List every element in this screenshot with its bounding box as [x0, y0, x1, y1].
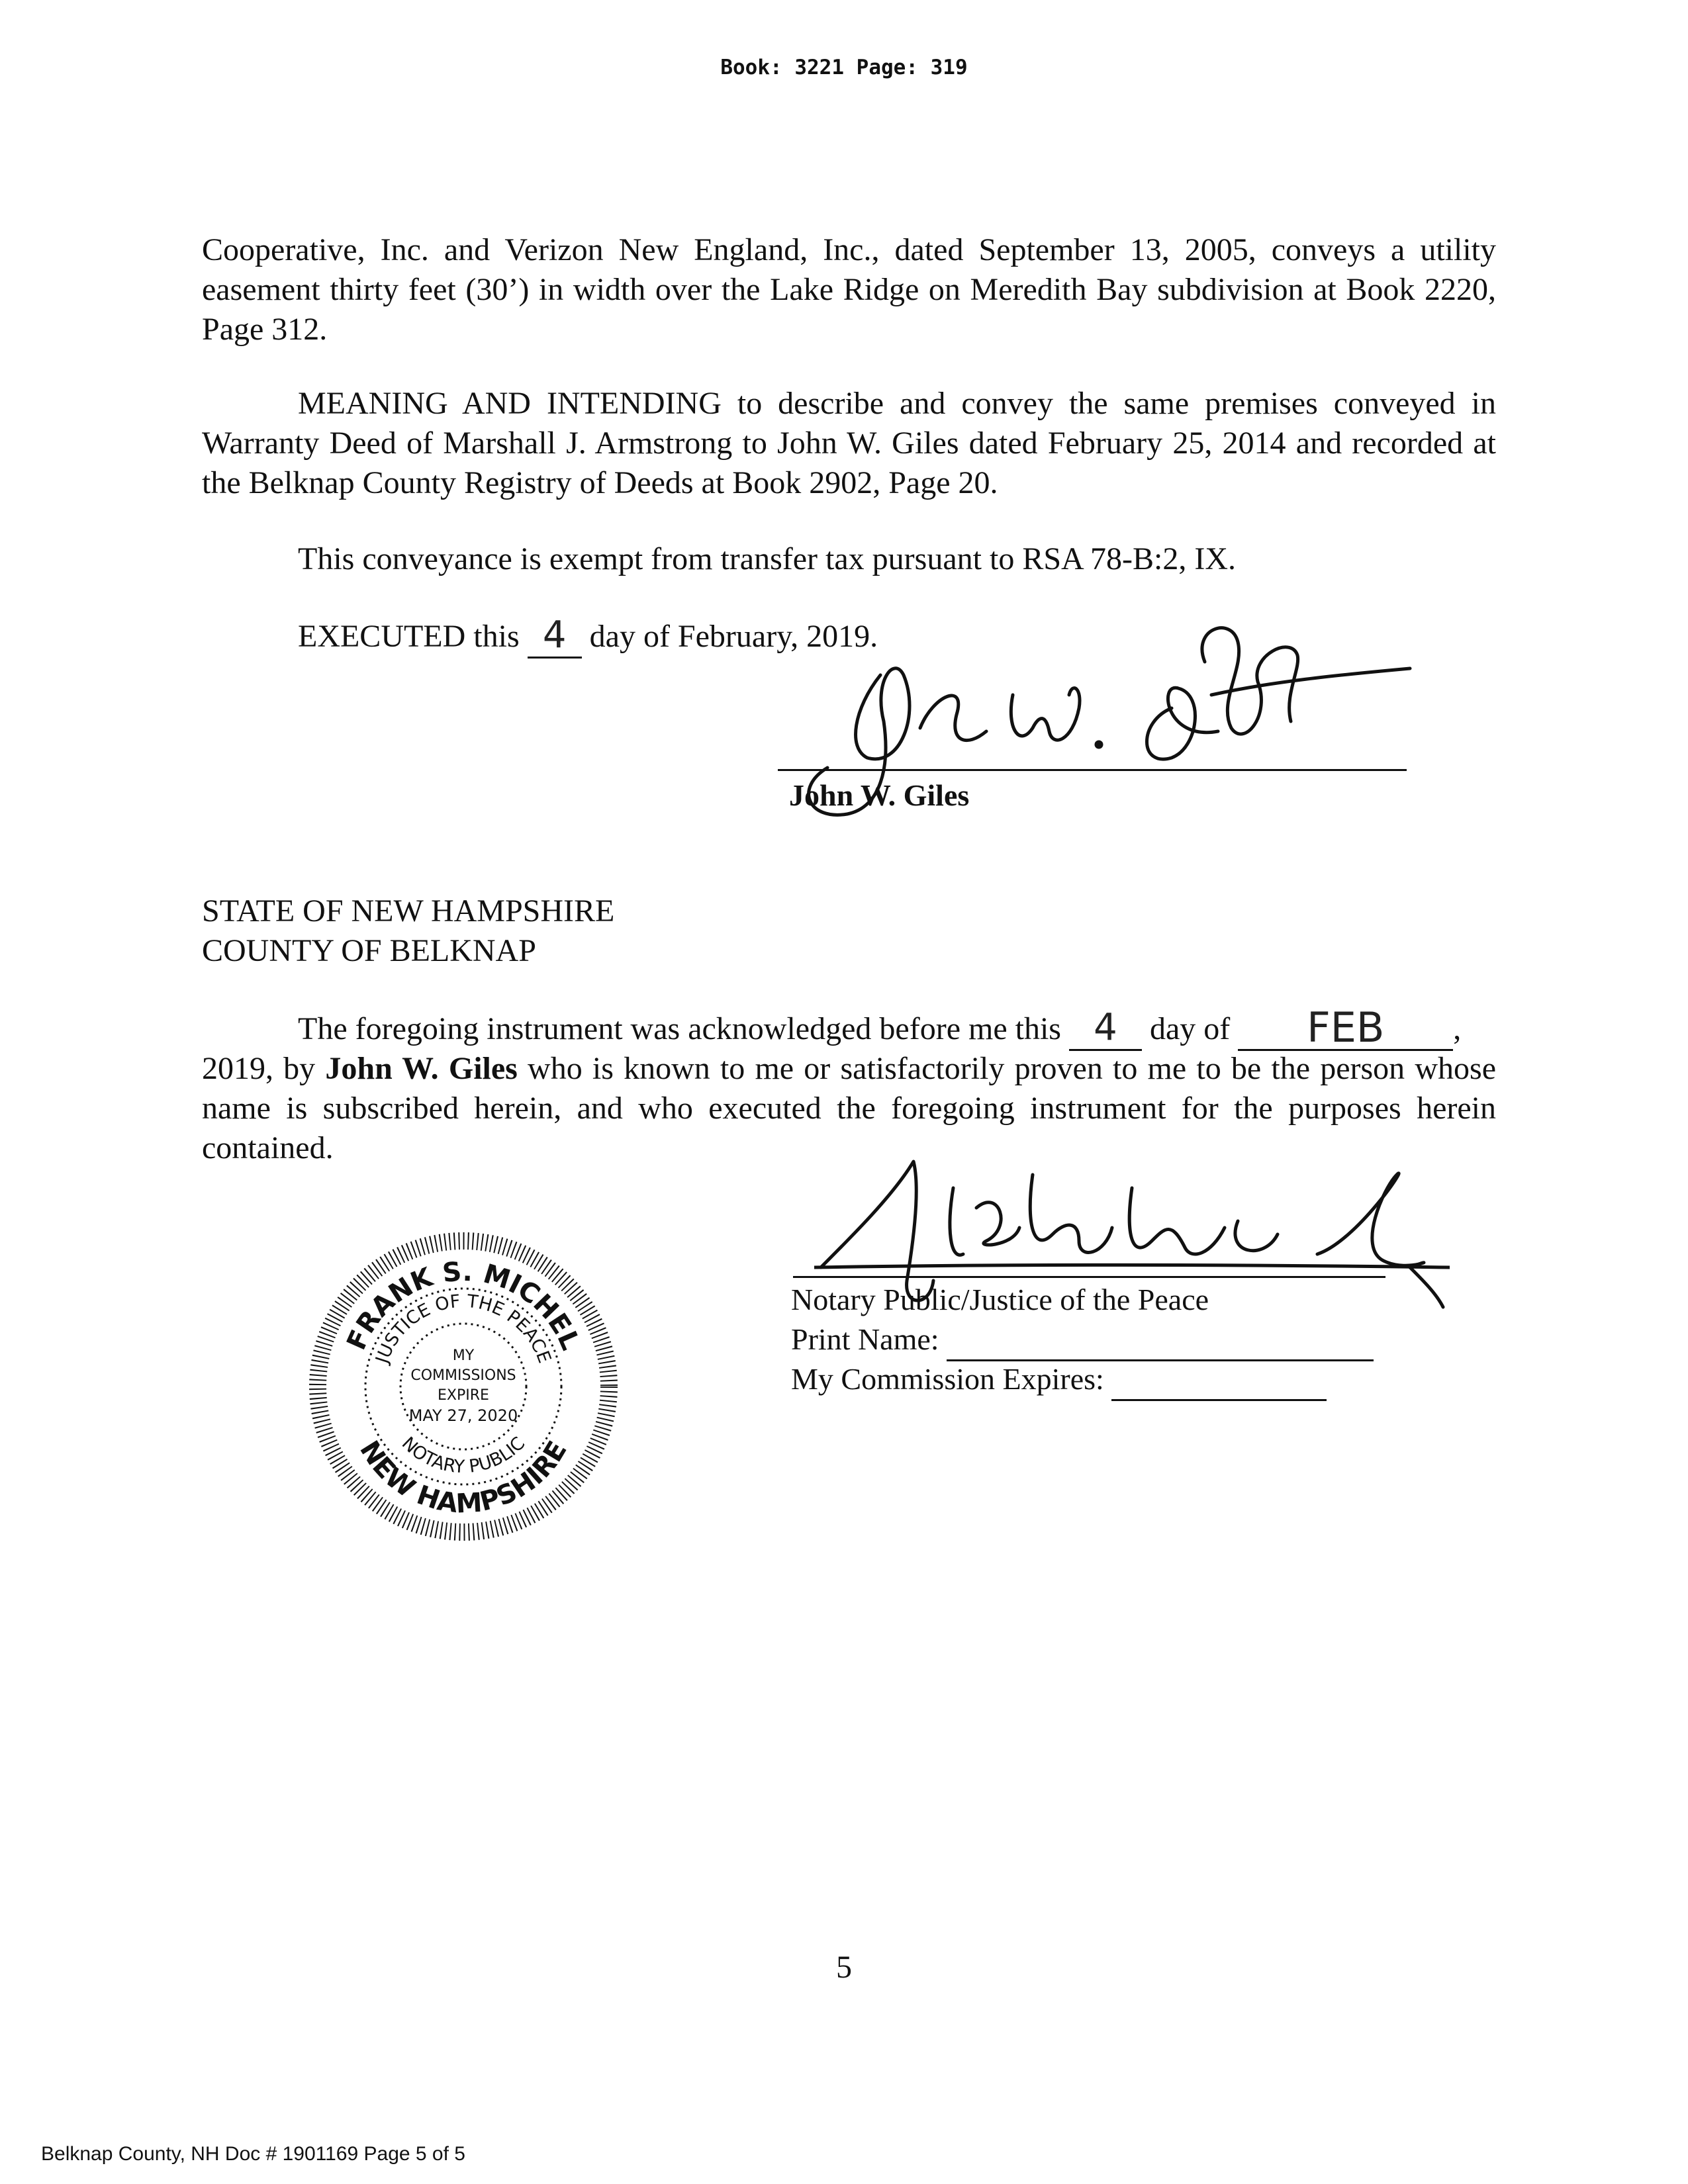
commission-expires-blank — [1111, 1359, 1327, 1401]
seal-outer-bottom-text: NEW HAMPSHIRE — [353, 1435, 573, 1520]
seal-center-line-1: MY — [452, 1347, 475, 1364]
paragraph-transfer-tax: This conveyance is exempt from transfer tax pursuant to RSA 78-B:2, IX. — [298, 541, 1237, 576]
seal-center-line-4: MAY 27, 2020 — [408, 1406, 518, 1425]
print-name-label: Print Name: — [791, 1322, 939, 1356]
paragraph-utility-easement: Cooperative, Inc. and Verizon New England, Inc., dated September 13, 2005, conveys a utility easement thirty feet (30’) in width over the Lake Ridge on Meredith Bay subdivision at Book 2220, Page 312. — [202, 232, 1496, 347]
grantor-name: John W. Giles — [789, 778, 970, 812]
state-heading: STATE OF NEW HAMPSHIRE — [202, 893, 615, 929]
page-number: 5 — [836, 1950, 852, 1985]
ack-text-4-prefix: 2019, by — [202, 1051, 316, 1086]
registry-footer: Belknap County, NH Doc # 1901169 Page 5 of 5 — [41, 2143, 465, 2165]
ack-month-handwritten: FEB — [1307, 1003, 1385, 1052]
county-heading: COUNTY OF BELKNAP — [202, 933, 536, 968]
ack-text-4-suffix: who is known to me or satisfactorily proven to me to be the person whose name is subscribed herein, and who executed the foregoing instrument for the purposes herein contained. — [202, 1051, 1497, 1165]
notary-title: Notary Public/Justice of the Peace — [791, 1283, 1209, 1316]
ack-day-blank — [1069, 1006, 1142, 1051]
executed-prefix: EXECUTED this — [298, 619, 520, 654]
ack-person-name: John W. Giles — [325, 1051, 518, 1086]
commission-expires-label: My Commission Expires: — [791, 1362, 1104, 1396]
ack-text-2: day of — [1149, 1011, 1231, 1046]
grantor-signature-line — [778, 769, 1407, 771]
seal-inner-bottom-text: NOTARY PUBLIC — [397, 1433, 530, 1478]
print-name-blank — [947, 1320, 1374, 1361]
executed-day-handwritten: 4 — [542, 614, 567, 657]
seal-inner-top-text: JUSTICE OF THE PEACE — [371, 1291, 555, 1366]
ack-text-1: The foregoing instrument was acknowledged before me this — [298, 1011, 1061, 1046]
seal-center-line-3: EXPIRE — [438, 1387, 489, 1404]
executed-suffix: day of February, 2019. — [589, 619, 878, 654]
seal-outer-top-text: FRANK S. MICHEL — [341, 1256, 586, 1355]
acknowledgment-line-1 — [298, 1003, 1462, 1052]
svg-text:NOTARY PUBLIC — [398, 1433, 530, 1477]
ack-month-blank — [1238, 1003, 1453, 1052]
ack-text-3: , — [1453, 1011, 1462, 1046]
book-page-header: Book: 3221 Page: 319 — [720, 56, 968, 79]
ack-day-handwritten: 4 — [1094, 1006, 1117, 1049]
notary-seal — [308, 1231, 619, 1542]
executed-day-blank — [528, 614, 582, 659]
commission-expires-row — [791, 1359, 1327, 1401]
notary-signature-line — [793, 1276, 1385, 1278]
paragraph-meaning-intending: MEANING AND INTENDING to describe and convey the same premises conveyed in Warranty Deed of Marshall J. Armstrong to John W. Giles dated February 25, 2014 and recorded at the Belknap County Registry of Deeds at Book 2902, Page 20. — [202, 386, 1496, 500]
seal-center-line-2: COMMISSIONS — [410, 1367, 516, 1384]
print-name-row — [791, 1320, 1374, 1361]
